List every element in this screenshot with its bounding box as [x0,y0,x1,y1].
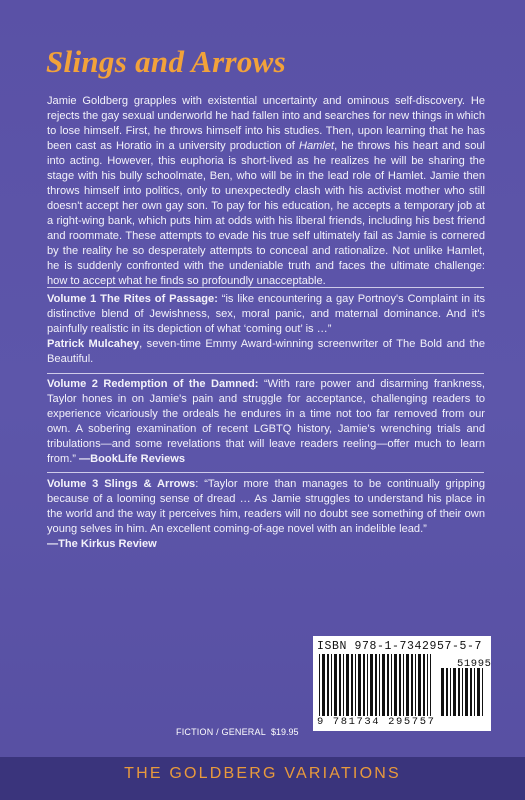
divider-2 [47,373,484,374]
barcode-bar [430,654,431,716]
review-quote: “is like encountering a gay Portnoy's Complaint in its distinctive blend of Jewishness, sex, moral panic, and maternal dominance. And it's painfully realistic in its depiction of what ‘coming out’ is …” [47,293,485,335]
review-quote: : “Taylor more than manages to be continually gripping because of a looming sense of dread … As Jamie struggles to understand his place in the world and the way it perceives him, readers will no doubt see something of their own young selves in him. An excellent coming-of-age novel with an indelible lead.” [47,478,485,535]
synopsis-part-2: , he throws his heart and soul into acting. However, this euphoria is short-lived as he realizes he will be sharing the stage with his bully schoolmate, Ben, who will be in the lead role of Hamlet. Jamie then throws himself into politics, only to unexpectedly clash with his activist mother who still doesn't accept her own gay son. To pay for his education, he accepts a temporary job at a right-wing bank, which puts him at odds with his liberal friends, including his best friend and roommate. These attempts to evade his true self ultimately fail as Jamie is cornered by the reality he so desperately attempts to conceal and rationalize. Not unlike Hamlet, he is suddenly confronted with the undeniable truth and faces the ultimate challenge: how to accept what he finds so profoundly unacceptable. [47,140,485,287]
barcode-bar [399,654,401,716]
barcode-bar [465,668,468,716]
barcode-bar [450,668,451,716]
price-label: $19.95 [271,727,299,737]
barcode-bar [418,654,421,716]
barcode-bar [319,654,320,716]
barcode-bar [482,668,483,716]
barcode-bar [477,668,480,716]
book-title: Slings and Arrows [46,44,287,79]
review-heading: Volume 3 Slings & Arrows [47,478,196,490]
review-source: —The Kirkus Review [47,538,157,550]
barcode-bar [446,668,448,716]
barcode-bar [370,654,373,716]
barcode-bar [363,654,365,716]
barcode-bar [406,654,409,716]
price-code: 51995 [457,658,492,670]
barcode-bar [470,668,472,716]
review-volume-2 [47,377,485,467]
barcode-bar [327,654,329,716]
barcode-bar [411,654,413,716]
category-label: FICTION / GENERAL [176,727,266,737]
barcode-bar [334,654,337,716]
barcode-bar [375,654,377,716]
barcode-bar [458,668,460,716]
barcode-bar [382,654,385,716]
review-source: —BookLife Reviews [79,453,186,465]
divider-1 [47,287,484,288]
barcode-bar [358,654,361,716]
isbn-barcode [313,636,491,731]
barcode-bar [453,668,456,716]
synopsis [47,94,485,289]
divider-3 [47,472,484,473]
barcode-bar [379,654,380,716]
barcode-bar [403,654,404,716]
barcode-bar [343,654,344,716]
barcode-bar [423,654,425,716]
barcode-bar [346,654,349,716]
synopsis-hamlet: Hamlet [298,140,335,152]
review-heading: Volume 2 Redemption of the Damned: [47,378,259,390]
barcode-bar [415,654,416,716]
barcode-bar [322,654,325,716]
barcode-bar [391,654,392,716]
barcode-bar [387,654,389,716]
review-source-desc: , seven-time Emmy Award-winning screenwriter of The Bold and the Beautiful. [47,338,486,365]
synopsis-part-1: Jamie Goldberg grapples with existential uncertainty and ominous self-discovery. He rejects the gay sexual underworld he had fallen into and searches for new things in which to lose himself. First, he throws himself into his studies. Then, upon learning that he has been cast as Horatio in a university production of [47,95,485,152]
review-source: Patrick Mulcahey [47,338,140,350]
barcode-bar [394,654,397,716]
barcode-bar [331,654,332,716]
barcode-bar [339,654,341,716]
series-title: THE GOLDBERG VARIATIONS [124,765,401,782]
barcode-bar [427,654,428,716]
barcode-bar [474,668,475,716]
review-volume-3 [47,477,485,552]
barcode-bar [367,654,368,716]
review-quote: “With rare power and disarming frankness, Taylor hones in on Jamie's pain and struggle for acceptance, challenging readers to experience vicariously the ordeals he endures in a time not too far removed from our own. A sobering examination of recent LGBTQ history, Jamie's wrenching trials and tribulations—and some revelations that will leave readers reeling—offer much to learn from.” [47,378,485,465]
barcode-bar [351,654,353,716]
barcode-bar [441,668,444,716]
isbn-label: ISBN 978-1-7342957-5-7 [317,640,483,653]
barcode-bar [462,668,463,716]
review-heading: Volume 1 The Rites of Passage: [47,293,218,305]
barcode-digits: 9 781734 295757 [317,716,436,728]
barcode-bar [355,654,356,716]
review-volume-1 [47,292,485,367]
